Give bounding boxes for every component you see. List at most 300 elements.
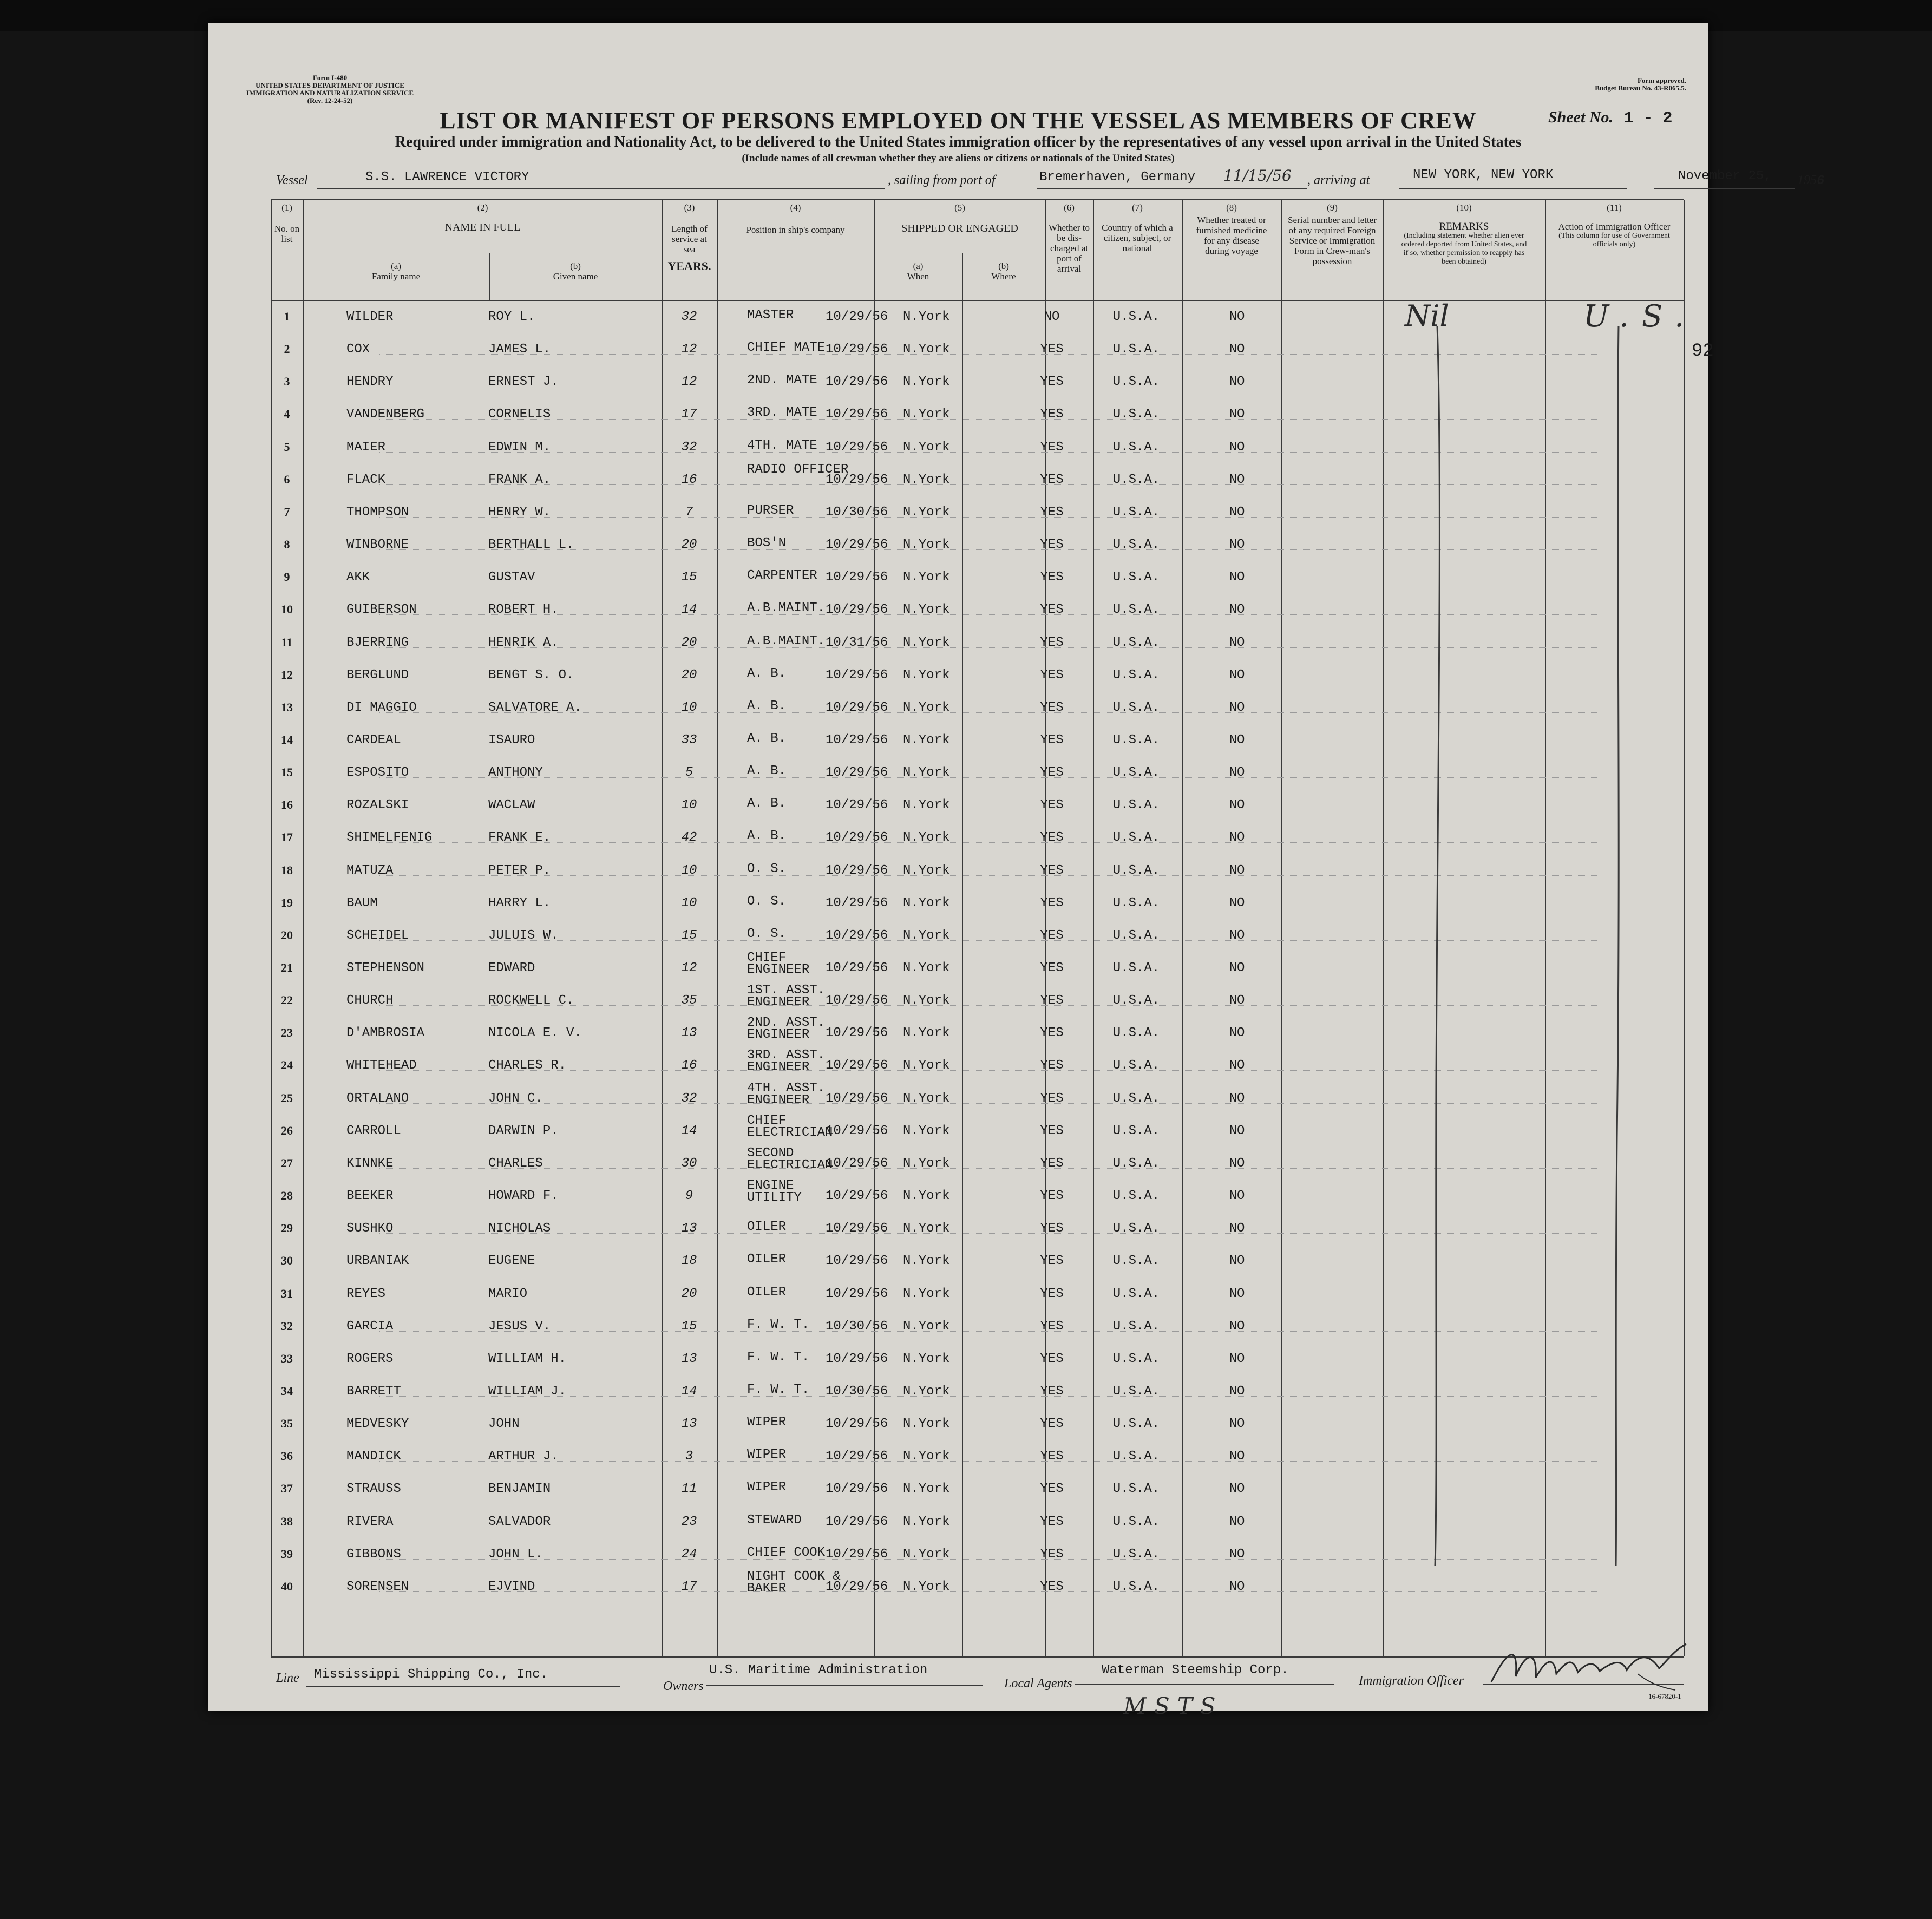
agents-value: Waterman Steemship Corp. <box>1102 1663 1289 1678</box>
crew-service-years: 16 <box>681 1058 697 1073</box>
crew-shipped-where: N.York <box>903 732 950 748</box>
crew-given-name: HOWARD F. <box>488 1189 559 1204</box>
crew-service-years: 12 <box>681 342 697 357</box>
crew-shipped-when: 10/29/56 <box>826 375 888 390</box>
crew-shipped-where: N.York <box>903 1579 950 1594</box>
crew-position: F. W. T. <box>747 1382 810 1397</box>
crew-family-name: CARDEAL <box>346 732 401 748</box>
crew-position: A. B. <box>747 698 787 713</box>
crew-country: U.S.A. <box>1112 1482 1160 1497</box>
crew-given-name: WILLIAM H. <box>488 1351 567 1366</box>
crew-shipped-where: N.York <box>903 1417 950 1432</box>
crew-shipped-when: 10/29/56 <box>826 1156 888 1171</box>
crew-discharged: YES <box>1040 928 1064 943</box>
crew-country: U.S.A. <box>1112 602 1160 618</box>
crew-given-name: HARRY L. <box>488 895 551 911</box>
crew-shipped-when: 10/29/56 <box>826 1123 888 1138</box>
crew-medicine: NO <box>1229 961 1245 975</box>
crew-given-name: PETER P. <box>488 863 551 878</box>
crew-shipped-where: N.York <box>903 863 950 878</box>
crew-given-name: JESUS V. <box>488 1319 551 1334</box>
crew-discharged: YES <box>1040 1123 1064 1138</box>
col-9-header: (9) Serial number and letter of any required Foreign Service or Immigration Form in Crew-man's possession <box>1288 202 1377 266</box>
crew-country: U.S.A. <box>1112 538 1160 553</box>
crew-family-name: THOMPSON <box>346 505 409 520</box>
crew-shipped-when: 10/30/56 <box>826 505 888 520</box>
arrival-year: 1956 <box>1797 173 1825 188</box>
crew-given-name: ROBERT H. <box>488 602 559 618</box>
crew-given-name: JOHN <box>488 1417 520 1432</box>
revision: (Rev. 12-24-52) <box>307 96 353 104</box>
crew-row-number: 27 <box>281 1156 293 1170</box>
owners-value: U.S. Maritime Administration <box>709 1663 928 1678</box>
crew-row-number: 13 <box>281 700 293 714</box>
crew-country: U.S.A. <box>1112 1058 1160 1073</box>
sheet-label: Sheet No. <box>1548 108 1613 126</box>
crew-shipped-when: 10/29/56 <box>826 602 888 618</box>
crew-shipped-when: 10/29/56 <box>826 1189 888 1204</box>
crew-discharged: YES <box>1040 667 1064 683</box>
crew-discharged: YES <box>1040 342 1064 357</box>
approval-block <box>1595 77 1686 92</box>
crew-medicine: NO <box>1229 993 1245 1008</box>
crew-position: 2ND. ASST. ENGINEER <box>747 1016 826 1043</box>
crew-service-years: 13 <box>681 1026 697 1041</box>
crew-discharged: YES <box>1040 635 1064 650</box>
crew-shipped-where: N.York <box>903 1221 950 1236</box>
crew-shipped-when: 10/29/56 <box>826 1058 888 1073</box>
crew-family-name: COX <box>346 342 370 357</box>
crew-given-name: ROCKWELL C. <box>488 993 574 1008</box>
crew-family-name: AKK <box>346 570 370 585</box>
crew-position: A. B. <box>747 796 787 811</box>
crew-discharged: YES <box>1040 798 1064 813</box>
crew-family-name: D'AMBROSIA <box>346 1026 425 1041</box>
crew-shipped-where: N.York <box>903 667 950 683</box>
crew-position: 4TH. MATE <box>747 438 817 453</box>
crew-shipped-where: N.York <box>903 961 950 975</box>
crew-family-name: MANDICK <box>346 1449 401 1464</box>
crew-medicine: NO <box>1229 830 1245 846</box>
crew-country: U.S.A. <box>1112 1547 1160 1562</box>
sailing-label: , sailing from port of <box>888 173 996 187</box>
crew-service-years: 10 <box>681 700 697 715</box>
crew-family-name: ORTALANO <box>346 1091 409 1106</box>
crew-row-number: 11 <box>281 635 293 649</box>
crew-medicine: NO <box>1229 440 1245 455</box>
crew-position: O. S. <box>747 894 787 909</box>
crew-shipped-where: N.York <box>903 1254 950 1269</box>
crew-medicine: NO <box>1229 1286 1245 1301</box>
crew-discharged: YES <box>1040 765 1064 781</box>
crew-discharged: YES <box>1040 1351 1064 1366</box>
crew-given-name: ISAURO <box>488 732 535 748</box>
crew-shipped-where: N.York <box>903 895 950 911</box>
crew-service-years: 15 <box>681 1319 697 1334</box>
crew-medicine: NO <box>1229 1156 1245 1171</box>
crew-row-number: 35 <box>281 1417 293 1431</box>
crew-row-number: 1 <box>284 310 290 323</box>
budget-number: Budget Bureau No. 43-R065.5. <box>1595 84 1686 92</box>
crew-medicine: NO <box>1229 1482 1245 1497</box>
crew-medicine: NO <box>1229 1254 1245 1269</box>
crew-service-years: 20 <box>681 538 697 553</box>
crew-shipped-when: 10/29/56 <box>826 1091 888 1106</box>
crew-row-number: 32 <box>281 1319 293 1333</box>
agents-label: Local Agents <box>1004 1676 1072 1691</box>
crew-family-name: KINNKE <box>346 1156 394 1171</box>
crew-position: F. W. T. <box>747 1350 810 1365</box>
crew-position: 1ST. ASST. ENGINEER <box>747 983 826 1010</box>
crew-shipped-when: 10/29/56 <box>826 765 888 781</box>
crew-discharged: YES <box>1040 1058 1064 1073</box>
manifest-sheet <box>208 23 1825 1719</box>
crew-shipped-when: 10/29/56 <box>826 1351 888 1366</box>
crew-shipped-where: N.York <box>903 1123 950 1138</box>
crew-service-years: 5 <box>685 765 693 781</box>
crew-position: CHIEF COOK <box>747 1545 826 1560</box>
crew-position: F. W. T. <box>747 1317 810 1332</box>
crew-row-number: 40 <box>281 1579 293 1593</box>
officer-signature <box>1486 1639 1702 1698</box>
crew-row-number: 26 <box>281 1123 293 1137</box>
crew-service-years: 13 <box>681 1221 697 1236</box>
crew-position: CHIEF ELECTRICIAN <box>747 1113 833 1140</box>
crew-discharged: YES <box>1040 993 1064 1008</box>
crew-discharged: YES <box>1040 570 1064 585</box>
crew-service-years: 12 <box>681 961 697 975</box>
crew-family-name: WHITEHEAD <box>346 1058 417 1073</box>
crew-shipped-where: N.York <box>903 1351 950 1366</box>
crew-row-number: 24 <box>281 1058 293 1072</box>
crew-shipped-where: N.York <box>903 1547 950 1562</box>
crew-discharged: YES <box>1040 863 1064 878</box>
crew-given-name: ERNEST J. <box>488 375 559 390</box>
col-11-header: (11) Action of Immigration Officer (This column for use of Government officials only) <box>1558 202 1671 248</box>
crew-country: U.S.A. <box>1112 1123 1160 1138</box>
crew-given-name: CHARLES <box>488 1156 543 1171</box>
crew-service-years: 12 <box>681 375 697 390</box>
crew-family-name: SUSHKO <box>346 1221 394 1236</box>
crew-medicine: NO <box>1229 407 1245 422</box>
col-4-header: (4) Position in ship's company <box>746 202 845 235</box>
crew-given-name: ROY L. <box>488 310 535 324</box>
crew-position: A. B. <box>747 764 787 779</box>
crew-medicine: NO <box>1229 1319 1245 1334</box>
crew-position: OILER <box>747 1252 787 1267</box>
page-title: LIST OR MANIFEST OF PERSONS EMPLOYED ON THE VESSEL AS MEMBERS OF CREW <box>440 107 1477 134</box>
crew-discharged: YES <box>1040 1514 1064 1529</box>
crew-service-years: 15 <box>681 570 697 585</box>
crew-family-name: STEPHENSON <box>346 961 425 975</box>
crew-row-number: 10 <box>281 602 293 617</box>
approved-text: Form approved. <box>1637 76 1686 84</box>
crew-family-name: MATUZA <box>346 863 394 878</box>
crew-shipped-where: N.York <box>903 1091 950 1106</box>
crew-row-number: 23 <box>281 1026 293 1040</box>
crew-shipped-where: N.York <box>903 440 950 455</box>
crew-shipped-where: N.York <box>903 472 950 487</box>
crew-shipped-where: N.York <box>903 928 950 943</box>
crew-country: U.S.A. <box>1112 732 1160 748</box>
crew-discharged: YES <box>1040 1449 1064 1464</box>
crew-row-number: 18 <box>281 863 293 877</box>
crew-service-years: 35 <box>681 993 697 1008</box>
crew-row-number: 14 <box>281 732 293 746</box>
crew-position: CHIEF ENGINEER <box>747 951 810 977</box>
crew-shipped-where: N.York <box>903 310 950 324</box>
crew-country: U.S.A. <box>1112 1449 1160 1464</box>
crew-row-number: 33 <box>281 1351 293 1365</box>
crew-shipped-when: 10/29/56 <box>826 961 888 975</box>
crew-position: WIPER <box>747 1480 787 1495</box>
crew-row-number: 16 <box>281 798 293 812</box>
crew-country: U.S.A. <box>1112 472 1160 487</box>
crew-given-name: NICHOLAS <box>488 1221 551 1236</box>
crew-given-name: BENGT S. O. <box>488 667 574 683</box>
crew-family-name: URBANIAK <box>346 1254 409 1269</box>
crew-shipped-where: N.York <box>903 1384 950 1399</box>
crew-row-number: 12 <box>281 667 293 682</box>
crew-discharged: YES <box>1040 440 1064 455</box>
action-handwritten: U.S. <box>1583 299 1698 334</box>
crew-shipped-where: N.York <box>903 700 950 715</box>
crew-family-name: BARRETT <box>346 1384 401 1399</box>
crew-medicine: NO <box>1229 570 1245 585</box>
crew-family-name: SHIMELFENIG <box>346 830 433 846</box>
crew-family-name: GIBBONS <box>346 1547 401 1562</box>
crew-shipped-where: N.York <box>903 375 950 390</box>
crew-given-name: JOHN C. <box>488 1091 543 1106</box>
crew-shipped-where: N.York <box>903 1026 950 1041</box>
crew-row-number: 17 <box>281 830 293 844</box>
crew-country: U.S.A. <box>1112 1254 1160 1269</box>
crew-country: U.S.A. <box>1112 342 1160 357</box>
crew-service-years: 32 <box>681 310 697 324</box>
crew-family-name: GUIBERSON <box>346 602 417 618</box>
crew-position: NIGHT COOK & BAKER <box>747 1569 841 1596</box>
crew-medicine: NO <box>1229 505 1245 520</box>
line-value: Mississippi Shipping Co., Inc. <box>314 1667 548 1682</box>
sheet-value: 1 - 2 <box>1623 109 1673 128</box>
crew-discharged: YES <box>1040 1319 1064 1334</box>
officer-label: Immigration Officer <box>1359 1674 1464 1688</box>
crew-given-name: WILLIAM J. <box>488 1384 567 1399</box>
crew-family-name: BJERRING <box>346 635 409 650</box>
crew-row-number: 7 <box>284 505 290 519</box>
col-6-header: (6) Whether to be dis-charged at port of arrival <box>1049 202 1090 274</box>
crew-country: U.S.A. <box>1112 1286 1160 1301</box>
crew-row-number: 34 <box>281 1384 293 1398</box>
crew-medicine: NO <box>1229 1189 1245 1204</box>
crew-shipped-where: N.York <box>903 993 950 1008</box>
crew-service-years: 13 <box>681 1351 697 1366</box>
crew-position: CHIEF MATE <box>747 340 826 356</box>
crew-given-name: DARWIN P. <box>488 1123 559 1138</box>
crew-discharged: YES <box>1040 505 1064 520</box>
crew-discharged: YES <box>1040 1547 1064 1562</box>
crew-given-name: CORNELIS <box>488 407 551 422</box>
subnote: (Include names of all crewman whether they are aliens or citizens or nationals of the United States) <box>742 153 1175 164</box>
crew-given-name: JOHN L. <box>488 1547 543 1562</box>
crew-country: U.S.A. <box>1112 1384 1160 1399</box>
crew-shipped-when: 10/29/56 <box>826 1221 888 1236</box>
crew-shipped-where: N.York <box>903 505 950 520</box>
crew-given-name: EUGENE <box>488 1254 535 1269</box>
crew-given-name: NICOLA E. V. <box>488 1026 582 1041</box>
crew-country: U.S.A. <box>1112 1221 1160 1236</box>
handwritten-ditto-lines <box>1383 326 1686 1571</box>
crew-row-number: 5 <box>284 440 290 454</box>
crew-service-years: 3 <box>685 1449 693 1464</box>
crew-discharged: YES <box>1040 1286 1064 1301</box>
crew-service-years: 17 <box>681 407 697 422</box>
crew-row-number: 28 <box>281 1189 293 1203</box>
crew-position: RADIO OFFICER <box>747 462 849 477</box>
crew-medicine: NO <box>1229 1123 1245 1138</box>
crew-shipped-where: N.York <box>903 830 950 846</box>
crew-family-name: HENDRY <box>346 375 394 390</box>
print-code: 16-67820-1 <box>1648 1692 1681 1700</box>
crew-medicine: NO <box>1229 538 1245 553</box>
crew-service-years: 42 <box>681 830 697 846</box>
crew-family-name: WILDER <box>346 310 394 324</box>
crew-country: U.S.A. <box>1112 1579 1160 1594</box>
crew-row-number: 20 <box>281 928 293 942</box>
crew-position: A.B.MAINT. <box>747 601 826 616</box>
crew-shipped-where: N.York <box>903 1482 950 1497</box>
crew-family-name: MEDVESKY <box>346 1417 409 1432</box>
crew-shipped-when: 10/29/56 <box>826 700 888 715</box>
crew-country: U.S.A. <box>1112 928 1160 943</box>
crew-position: CARPENTER <box>747 568 817 584</box>
crew-country: U.S.A. <box>1112 635 1160 650</box>
crew-discharged: YES <box>1040 1579 1064 1594</box>
crew-medicine: NO <box>1229 928 1245 943</box>
crew-given-name: HENRIK A. <box>488 635 559 650</box>
crew-country: U.S.A. <box>1112 961 1160 975</box>
crew-family-name: WINBORNE <box>346 538 409 553</box>
crew-service-years: 10 <box>681 863 697 878</box>
crew-shipped-when: 10/31/56 <box>826 635 888 650</box>
crew-family-name: REYES <box>346 1286 386 1301</box>
crew-position: WIPER <box>747 1448 787 1463</box>
crew-family-name: STRAUSS <box>346 1482 401 1497</box>
crew-position: WIPER <box>747 1415 787 1430</box>
crew-country: U.S.A. <box>1112 895 1160 911</box>
crew-position: MASTER <box>747 308 794 323</box>
crew-row-number: 8 <box>284 538 290 552</box>
crew-family-name: ESPOSITO <box>346 765 409 781</box>
crew-shipped-when: 10/29/56 <box>826 1417 888 1432</box>
crew-service-years: 17 <box>681 1579 697 1594</box>
crew-position: PURSER <box>747 503 794 518</box>
crew-service-years: 11 <box>681 1482 697 1497</box>
crew-family-name: GARCIA <box>346 1319 394 1334</box>
crew-given-name: EDWIN M. <box>488 440 551 455</box>
crew-service-years: 24 <box>681 1547 697 1562</box>
crew-country: U.S.A. <box>1112 1319 1160 1334</box>
crew-service-years: 20 <box>681 635 697 650</box>
crew-shipped-where: N.York <box>903 1286 950 1301</box>
crew-country: U.S.A. <box>1112 407 1160 422</box>
crew-medicine: NO <box>1229 635 1245 650</box>
crew-given-name: BENJAMIN <box>488 1482 551 1497</box>
crew-service-years: 15 <box>681 928 697 943</box>
crew-family-name: ROZALSKI <box>346 798 409 813</box>
crew-medicine: NO <box>1229 895 1245 911</box>
department: UNITED STATES DEPARTMENT OF JUSTICE <box>256 81 404 89</box>
crew-discharged: YES <box>1040 732 1064 748</box>
crew-row-number: 25 <box>281 1091 293 1105</box>
crew-shipped-when: 10/29/56 <box>826 863 888 878</box>
crew-medicine: NO <box>1229 342 1245 357</box>
crew-position: BOS'N <box>747 536 787 551</box>
crew-position: A.B.MAINT. <box>747 633 826 649</box>
crew-country: U.S.A. <box>1112 440 1160 455</box>
crew-service-years: 18 <box>681 1254 697 1269</box>
crew-given-name: WACLAW <box>488 798 535 813</box>
crew-shipped-when: 10/29/56 <box>826 472 888 487</box>
form-id-block <box>246 74 414 104</box>
crew-medicine: NO <box>1229 1417 1245 1432</box>
crew-given-name: HENRY W. <box>488 505 551 520</box>
crew-position: ENGINE UTILITY <box>747 1178 802 1206</box>
crew-service-years: 14 <box>681 602 697 618</box>
crew-shipped-when: 10/29/56 <box>826 1547 888 1562</box>
crew-shipped-where: N.York <box>903 1189 950 1204</box>
crew-row-number: 3 <box>284 375 290 389</box>
crew-medicine: NO <box>1229 700 1245 715</box>
crew-service-years: 7 <box>685 505 693 520</box>
crew-row-number: 9 <box>284 570 290 584</box>
crew-row-number: 4 <box>284 407 290 421</box>
crew-service-years: 32 <box>681 440 697 455</box>
departure-port: Bremerhaven, Germany <box>1039 170 1196 185</box>
crew-shipped-when: 10/29/56 <box>826 667 888 683</box>
crew-medicine: NO <box>1229 863 1245 878</box>
crew-discharged: YES <box>1040 895 1064 911</box>
crew-medicine: NO <box>1229 1351 1245 1366</box>
crew-country: U.S.A. <box>1112 863 1160 878</box>
crew-row-number: 21 <box>281 961 293 974</box>
crew-service-years: 23 <box>681 1514 697 1529</box>
crew-service-years: 13 <box>681 1417 697 1432</box>
crew-discharged: YES <box>1040 1189 1064 1204</box>
crew-service-years: 32 <box>681 1091 697 1106</box>
crew-shipped-when: 10/29/56 <box>826 732 888 748</box>
crew-row-number: 2 <box>284 342 290 356</box>
table-row <box>271 1570 1684 1602</box>
crew-shipped-when: 10/29/56 <box>826 407 888 422</box>
crew-shipped-when: 10/29/56 <box>826 570 888 585</box>
crew-medicine: NO <box>1229 765 1245 781</box>
crew-country: U.S.A. <box>1112 798 1160 813</box>
crew-position: 3RD. ASST. ENGINEER <box>747 1048 826 1075</box>
crew-country: U.S.A. <box>1112 1417 1160 1432</box>
crew-family-name: BERGLUND <box>346 667 409 683</box>
crew-family-name: SORENSEN <box>346 1579 409 1594</box>
crew-row-number: 19 <box>281 895 293 909</box>
crew-shipped-where: N.York <box>903 635 950 650</box>
crew-shipped-when: 10/30/56 <box>826 1384 888 1399</box>
crew-country: U.S.A. <box>1112 1351 1160 1366</box>
crew-position: OILER <box>747 1285 787 1300</box>
crew-country: U.S.A. <box>1112 1189 1160 1204</box>
crew-service-years: 20 <box>681 1286 697 1301</box>
arriving-label: , arriving at <box>1307 173 1370 187</box>
crew-shipped-when: 10/29/56 <box>826 928 888 943</box>
